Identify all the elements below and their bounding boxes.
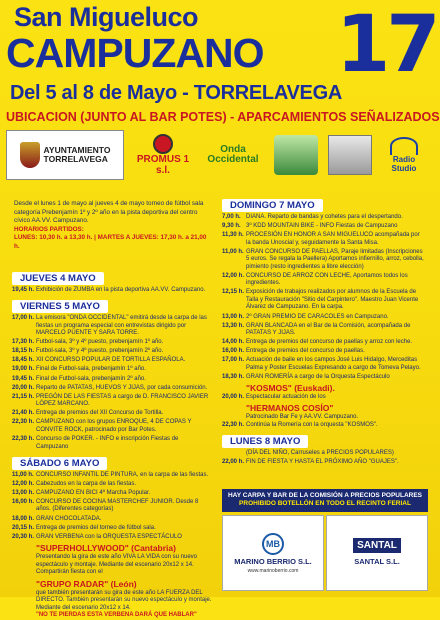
intro-text: Desde el lunes 1 de mayo al jueves 4 de mayo torneo de fútbol sala categoría Prebenjamín 1º y 2º año en la pista deportiva del centro cívico AA.VV. Campuzano.	[14, 200, 204, 224]
event-text: GRAN BLANCADA en el Bar de la Comisión, acompañada de PATATAS Y JIJAS.	[246, 322, 411, 337]
event-row	[222, 339, 424, 347]
event-row	[222, 394, 424, 402]
orquesta-superhollywood: "SUPERHOLLYWOOD" (Cantabria)	[36, 543, 176, 554]
event-row	[12, 410, 212, 418]
event-row	[12, 481, 212, 489]
hermanos-cosio: "HERMANOS COSÍO"	[246, 403, 334, 414]
event-text: 2º GRAN PREMIO DE CARACOLES en Campuzano.	[246, 313, 389, 320]
event-time: 13,00 h.	[12, 489, 35, 496]
event-time: 7,00 h.	[222, 214, 241, 220]
horarios-lunes: LUNES: 10,30 h. a 13,30 h.	[14, 234, 93, 241]
hermanos-text: Patrocinado Bar Fe y AA.VV. Campuzano.	[246, 414, 359, 421]
radio-line-2: Studio	[391, 164, 417, 173]
event-row	[222, 357, 424, 372]
event-text: PREGÓN DE LAS FIESTAS a cargo de D. FRANCISCO JAVIER LÓPEZ MARCANO.	[36, 393, 209, 408]
marino-title: MARINO BERRIO S.L.	[234, 556, 312, 566]
event-time: 20,00 h.	[222, 394, 245, 401]
event-text: Futbol-sala, 3º y 4º puesto, prebenjamín 2º año.	[36, 348, 164, 355]
event-text: GRAN CHOCOLATADA.	[36, 515, 102, 522]
event-time: 22,30 h.	[12, 436, 35, 443]
event-time: 21,40 h.	[12, 410, 35, 417]
event-text: 3º KDD MOUNTAIN BIKE - INFO Fiestas de Campuzano	[246, 223, 398, 230]
event-text: GRAN VERBENA con la ORQUESTA ESPECTÁCULO	[36, 533, 182, 540]
event-row	[12, 348, 212, 356]
event-time: 18,00 h.	[12, 515, 35, 522]
disc-icon	[153, 134, 173, 154]
event-row	[12, 315, 212, 338]
event-time: 19,00 h.	[12, 366, 35, 373]
event-text: Concurso de POKER. - INFO e inscripción Fiestas de Campuzano	[36, 436, 179, 450]
bottom-notice	[222, 489, 428, 512]
event-row	[12, 516, 212, 524]
marino-web: www.marinoberrio.com	[247, 567, 299, 574]
orquesta-text: Presentando la gira de este año VIVA LA VIDA con su nuevo espectáculo y montaje. Mediante del escenario 20x12 x 14. Compartirán fiesta con el	[36, 554, 197, 576]
event-row	[222, 289, 424, 312]
notice-line-2: PROHIBIDO BOTELLÓN EN TODO EL RECINTO FERIAL	[239, 500, 411, 508]
event-row	[222, 450, 424, 458]
event-text: GRAN ROMERÍA a cargo de la Orquesta Espectáculo	[246, 374, 390, 381]
event-row	[12, 525, 212, 533]
sponsor-logos	[6, 128, 426, 182]
event-text: Entrega de premios del XII Concurso de Tortilla.	[36, 410, 164, 417]
event-time: 11,00 h.	[12, 471, 34, 478]
event-row	[12, 490, 212, 498]
ad-santal	[326, 515, 428, 591]
event-time: 13,30 h.	[222, 322, 245, 329]
event-time: 18,45 h.	[12, 357, 35, 364]
event-row	[12, 385, 212, 393]
event-time: 18,15 h.	[12, 348, 35, 355]
event-time: 21,15 h.	[12, 393, 35, 400]
radio-wave-icon	[390, 137, 418, 155]
event-text: DIANA. Reparto de bandas y cohetes para el despertando.	[246, 214, 403, 220]
event-row	[12, 394, 212, 409]
sponsor-image-green	[274, 135, 318, 175]
ad-marino-berrio	[222, 515, 324, 591]
ayto-line-2: TORRELAVEGA	[43, 154, 108, 164]
intro-block: Desde el lunes 1 de mayo al jueves 4 de mayo torneo de fútbol sala categoría Prebenjamín 1º y 2º año en la pista deportiva del centro cívico AA.VV. Campuzano. HORARIOS PARTIDOS: LUNES: 10,30 h. a 13,30 h. | MARTES A JUEVES: 17,30 h. a 21,00 h.	[14, 200, 210, 251]
day-header-sabado: SÁBADO 6 MAYO	[12, 457, 107, 470]
event-text: Entrega de premios del torneo de fútbol sala.	[36, 524, 156, 531]
event-text: Cabezudos en la carpa de las fiestas.	[36, 480, 137, 487]
event-time: 20,00 h.	[12, 384, 35, 391]
event-text: CAMPUZANO EN BICI 4ª Marcha Popular.	[36, 489, 151, 496]
title-line-1: San Migueluco	[14, 2, 199, 32]
promus-logo	[134, 130, 192, 180]
event-row	[222, 459, 424, 467]
event-text: CAMPUZANO con los grupos ENROQUE, 4 DE COPAS Y CONVITE ROCK, patrocinado por Bar Potes.	[36, 419, 192, 433]
event-row	[12, 436, 212, 451]
event-time: 17,30 h.	[12, 339, 35, 346]
event-text: Final de Futbol-sala, prebenjamín 1º año.	[36, 366, 146, 373]
event-time: 22,30 h.	[12, 419, 35, 426]
event-time: 22,30 h.	[222, 421, 245, 428]
event-row	[222, 249, 424, 272]
day-header-viernes: VIERNES 5 MAYO	[12, 300, 108, 313]
santal-logo: SANTAL	[353, 538, 401, 553]
day-header-jueves: JUEVES 4 MAYO	[12, 272, 104, 285]
advertisements	[222, 515, 428, 591]
event-row	[222, 323, 424, 338]
promus-text: PROMUS 1 s.l.	[136, 154, 190, 176]
event-text: CONCURSO DE ARROZ CON LECHE, Aportamos todos los ingredientes.	[246, 272, 408, 287]
event-time: 12,00 h.	[222, 272, 245, 279]
event-text: FIN DE FIESTA Y HASTA EL PRÓXIMO AÑO "GUAJES".	[246, 458, 399, 465]
event-row	[12, 376, 212, 384]
event-row	[222, 232, 424, 247]
event-text: Exposición de trabajos realizados por alumnos de la Escuela de Talla y Restauración "Sitio del Carpintero". Maestro Juan Vicente Álvarez de Campuzano. En la carpa.	[246, 289, 419, 311]
event-text: Final de Futbol-sala, prebenjamín 2º año.	[36, 375, 146, 382]
event-text: GRAN CONCURSO DE PAELLAS, Paraje limitadas (Inscripciones 5 euros. Se regala la Paellera) Aportamos infiernillo, arroz, cebolla, pimiento (resto ingredientes a libre elección)	[246, 248, 424, 270]
event-row	[12, 366, 212, 374]
right-column	[222, 195, 424, 468]
event-text: Entrega de premios del concurso de paellas y arroz con leche.	[246, 339, 413, 346]
verbena-tagline: "NO TE PIERDAS ESTA VERBENA DARÁ QUE HABLAR"	[36, 612, 197, 619]
event-time	[222, 450, 246, 458]
location-parking: UBICACION (JUNTO AL BAR POTES) - APARCAMIENTOS SEÑALIZADOS	[6, 110, 440, 124]
event-text: La emisora "ONDA OCCIDENTAL" emitirá desde la carpa de las fiestas un programa especial con entrevistas dirigido por MARCELO PUENTE Y SARA TORRE.	[36, 315, 207, 337]
event-time: 12,00 h.	[12, 480, 35, 487]
event-text: XII CONCURSO POPULAR DE TORTILLA ESPAÑOLA.	[36, 357, 186, 364]
event-time: 9,30 h.	[222, 223, 241, 230]
dates-location: Del 5 al 8 de Mayo - TORRELAVEGA	[10, 82, 342, 104]
santal-title: SANTAL S.L.	[354, 557, 400, 566]
event-text: Entrega de premios del concurso de paellas.	[246, 348, 365, 355]
event-text: Continúa la Romería con la orquesta "KOSMOS".	[246, 421, 378, 428]
event-time: 11,30 h.	[222, 232, 244, 239]
title-line-2: CAMPUZANO	[6, 30, 264, 76]
sponsor-image-roof	[328, 135, 372, 175]
horarios-label: HORARIOS PARTIDOS:	[14, 225, 84, 233]
onda-occidental-logo	[202, 130, 264, 180]
marino-logo-icon: MB	[262, 533, 284, 555]
orquesta-kosmos: "KOSMOS" (Euskadi).	[246, 383, 335, 394]
ayuntamiento-logo	[6, 130, 124, 180]
radio-line-1: Radio	[392, 155, 416, 164]
shield-icon	[20, 142, 40, 168]
day-header-domingo: DOMINGO 7 MAYO	[222, 199, 323, 212]
year-number: 17	[336, 0, 437, 90]
event-time: 16,00 h.	[12, 498, 35, 505]
horarios-martes: MARTES A JUEVES: 17,30 h. a 21,00 h.	[14, 234, 207, 250]
event-time: 19,45 h.	[12, 375, 35, 382]
event-text: Actuación de baile en los campos José Luis Hidalgo, Merceditas Palma y Poster Escuelas Expresando a cargo de Tomeva Pelayo.	[246, 357, 421, 371]
event-time: 11,00 h.	[222, 248, 244, 255]
event-row	[12, 499, 212, 514]
event-time: 17,00 h.	[12, 315, 35, 322]
event-row	[222, 348, 424, 356]
event-text: CONCURSO INFANTIL DE PINTURA, en la carpa de las fiestas.	[36, 471, 209, 478]
radio-studio-logo	[382, 130, 426, 180]
event-row	[222, 223, 424, 231]
event-row	[12, 419, 212, 434]
notice-line-1: HAY CARPA Y BAR DE LA COMISIÓN A PRECIOS POPULARES	[227, 492, 423, 499]
grupo-radar: "GRUPO RADAR" (León)	[36, 578, 137, 589]
event-row	[222, 214, 424, 222]
event-text: Exhibición de ZUMBA en la pista deportiva AA.VV. Campuzano.	[36, 287, 206, 293]
left-column	[12, 268, 212, 620]
event-time: 20,15 h.	[12, 524, 35, 531]
event-time: 17,00 h.	[222, 357, 245, 364]
event-text: CONCURSO DE COCINA MASTERCHEF JUNIOR. Desde 8 años. (Diferentes categorías)	[36, 498, 199, 513]
event-text: Espectacular actuación de los	[246, 394, 326, 401]
event-row	[222, 314, 424, 322]
ayto-line-1: AYUNTAMIENTO	[43, 144, 111, 155]
event-time: 14,00 h.	[222, 339, 245, 346]
event-row	[12, 534, 212, 542]
onda-line-2: Occidental	[207, 154, 259, 165]
event-row	[12, 287, 212, 295]
event-time: 19,45 h.	[12, 287, 35, 293]
onda-line-1: Onda	[220, 143, 246, 155]
event-text: PROCESIÓN EN HONOR A SAN MIGUELUCO acompañada por la banda Unoscial y, seguidamente la Santa Misa.	[246, 232, 420, 246]
grupo-text: que también presentarán su gira de este año LA FUERZA DEL DIRECTO. También presentarán su nuevo espectáculo y montaje. Mediante del escenario 20x12 x 14.	[36, 589, 212, 611]
day-header-lunes: LUNES 8 MAYO	[222, 435, 308, 448]
event-row	[222, 273, 424, 288]
event-time: 13,00 h.	[222, 313, 245, 320]
event-time: 12,15 h.	[222, 289, 245, 296]
event-time: 20,30 h.	[12, 533, 35, 540]
event-text: Futbol-sala, 3º y 4º puesto, prebenjamín 1º año.	[36, 339, 164, 346]
event-time: 18,30 h.	[222, 374, 245, 381]
event-row	[222, 422, 424, 430]
event-row	[222, 374, 424, 382]
event-text: (DÍA DEL NIÑO, Carruseles a PRECIOS POPULARES)	[246, 449, 394, 456]
event-time: 22,00 h.	[222, 458, 245, 465]
event-row	[12, 339, 212, 347]
event-row	[12, 357, 212, 365]
poster-header	[0, 0, 440, 124]
event-time: 16,00 h.	[222, 348, 245, 355]
event-text: Reparto de PATATAS, HUEVOS Y JIJAS, por cada consumición.	[36, 384, 208, 391]
event-row	[12, 472, 212, 480]
